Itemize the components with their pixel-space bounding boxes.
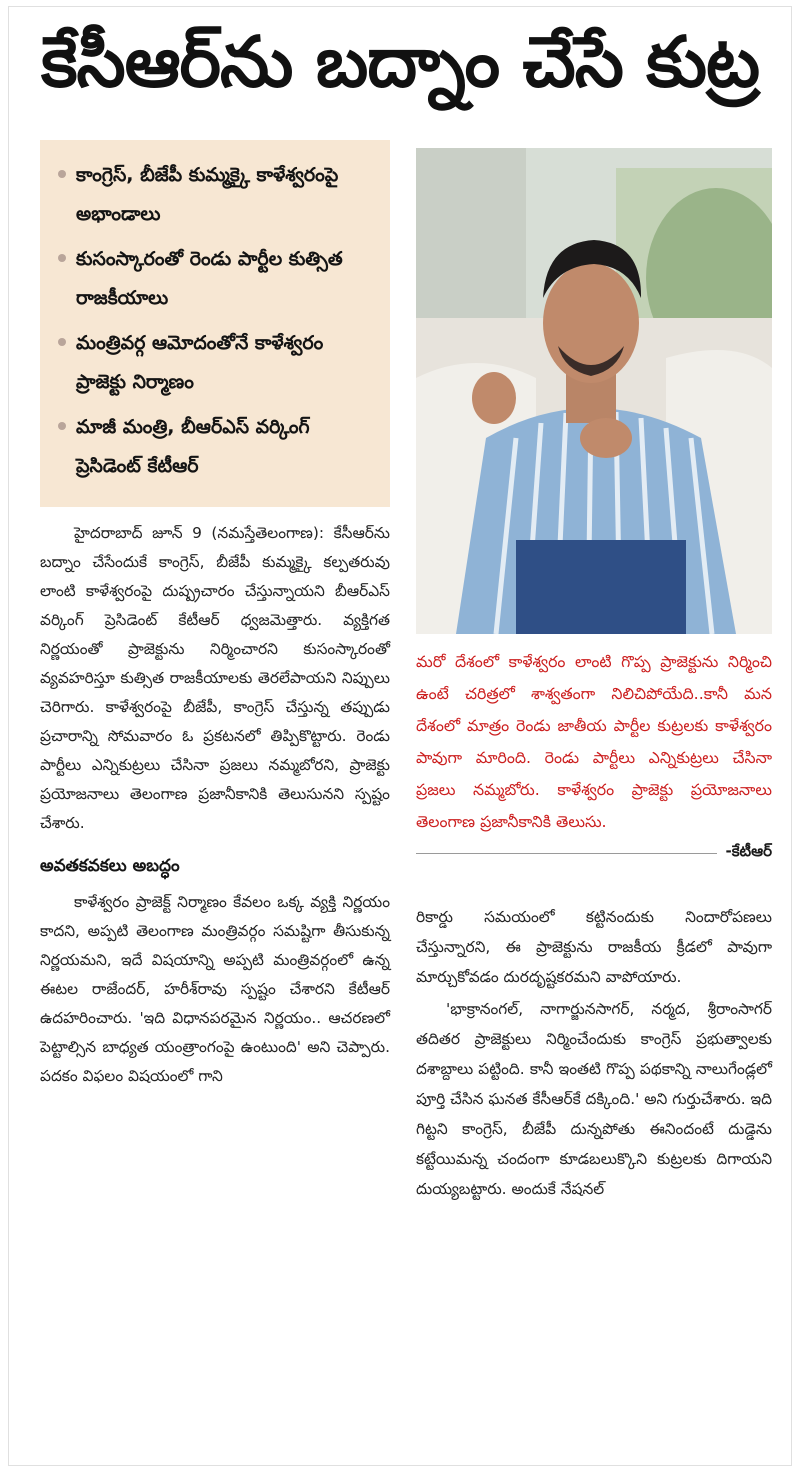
highlight-text: మాజీ మంత్రి, బీఆర్‌ఎస్‌ వర్కింగ్‌ ప్రెసిడెంట్‌ కేటీఆర్‌: [76, 416, 310, 477]
divider-line: [416, 853, 717, 854]
article-body: [40, 519, 390, 1091]
ktr-photo: [416, 148, 772, 634]
bullet-icon: [58, 338, 66, 346]
highlight-item: [58, 408, 376, 486]
highlight-text: కుసంస్కారంతో రెండు పార్టీల కుత్సిత రాజకీయాలు: [76, 248, 343, 309]
headline: కేసీఆర్‌ను బద్నాం చేసే కుట్ర: [40, 21, 760, 103]
highlight-text: మంత్రివర్గ ఆమోదంతోనే కాళేశ్వరం ప్రాజెక్టు నిర్మాణం: [76, 332, 324, 393]
highlights-box: [40, 140, 390, 507]
quote-attribution-row: [416, 842, 772, 864]
bullet-icon: [58, 254, 66, 262]
pull-quote: మరో దేశంలో కాళేశ్వరం లాంటి గొప్ప ప్రాజెక్టును నిర్మించి ఉంటే చరిత్రలో శాశ్వతంగా నిలిచిపోయేది..కానీ మన దేశంలో మాత్రం రెండు జాతీయ పార్టీల కుట్రలకు కాళేశ్వరం పావుగా మారింది. రెండు పార్టీలు ఎన్నికుట్రలు చేసినా ప్రజలు నమ్మబోరు. కాళేశ్వరం ప్రాజెక్టు ప్రయోజనాలు తెలంగాణ ప్రజానీకానికి తెలుసు.: [416, 652, 772, 831]
left-column: [40, 140, 390, 1093]
highlight-item: [58, 156, 376, 234]
article-paragraph: హైదరాబాద్‌ జూన్‌ 9 (నమస్తేతెలంగాణ): కేసీఆర్‌ను బద్నాం చేసేందుకే కాంగ్రెస్‌, బీజేపీ కుమ్మక్కై కల్పతరువు లాంటి కాళేశ్వరంపై దుష్ప్రచారం చేస్తున్నాయని బీఆర్‌ఎస్‌ వర్కింగ్‌ ప్రెసిడెంట్‌ కేటీఆర్‌ ధ్వజమెత్తారు. వ్యక్తిగత నిర్ణయంతో ప్రాజెక్టును నిర్మించారని కుసంస్కారంతో వ్యవహరిస్తూ కుత్సిత రాజకీయాలకు తెరలేపాయని నిప్పులు చెరిగారు. కాళేశ్వరంపై బీజేపీ, కాంగ్రెస్‌ చేస్తున్న తప్పుడు ప్రచారాన్ని సోమవారం ఓ ప్రకటనలో తిప్పికొట్టారు. రెండు పార్టీలు ఎన్నికుట్రలు చేసినా ప్రజలు నమ్మబోరని, ప్రాజెక్టు ప్రయోజనాలు తెలంగాణ ప్రజానీకానికి తెలుసునని స్పష్టం చేశారు.: [40, 524, 390, 832]
article-paragraph: కాళేశ్వరం ప్రాజెక్ట్‌ నిర్మాణం కేవలం ఒక్క వ్యక్తి నిర్ణయం కాదని, అప్పటి తెలంగాణ మంత్రివర్గం సమష్టిగా తీసుకున్న నిర్ణయమని, ఇదే విషయాన్ని అప్పటి మంత్రివర్గంలో ఉన్న ఈటల రాజేందర్‌, హరీశ్‌రావు స్పష్టం చేశారని కేటీఆర్‌ ఉదహరించారు. 'ఇది విధానపరమైన నిర్ణయం.. ఆచరణలో పెట్టాల్సిన బాధ్యత యంత్రాంగంపై ఉంటుంది' అని చెప్పారు. పదకం విఫలం విషయంలో గాని: [40, 893, 390, 1085]
quote-attribution: -కేటీఆర్‌: [725, 842, 772, 860]
highlight-text: కాంగ్రెస్‌, బీజేపీ కుమ్మక్కై కాళేశ్వరంపై అభాండాలు: [76, 164, 339, 225]
highlight-item: [58, 240, 376, 318]
article-paragraph: 'భాక్రానంగల్‌, నాగార్జునసాగర్‌, నర్మద, శ్రీరాంసాగర్‌ తదితర ప్రాజెక్టులు నిర్మించేందుకు కాంగ్రెస్‌ ప్రభుత్వాలకు దశాబ్దాలు పట్టింది. కానీ ఇంతటి గొప్ప పథకాన్ని నాలుగేండ్లలో పూర్తి చేసిన ఘనత కేసీఆర్‌కే దక్కింది.' అని గుర్తుచేశారు. ఇది గిట్టని కాంగ్రెస్‌, బీజేపీ దున్నపోతు ఈనిందంటే దుడ్డెను కట్టేయిమన్న చందంగా కూడబలుక్కొని కుట్రలకు దిగాయని దుయ్యబట్టారు. అందుకే నేషనల్‌: [416, 1000, 772, 1198]
right-column: [416, 148, 772, 1206]
article-body-continued: [416, 902, 772, 1204]
highlight-item: [58, 324, 376, 402]
article-paragraph: రికార్డు సమయంలో కట్టినందుకు నిందారోపణలు చేస్తున్నారని, ఈ ప్రాజెక్టును రాజకీయ క్రీడలో పావుగా మార్చుకోవడం దురదృష్టకరమని వాపోయారు.: [416, 908, 772, 986]
photo-illustration: [416, 148, 772, 634]
bullet-icon: [58, 170, 66, 178]
section-subheading: అవతకవకలు అబద్ధం: [40, 856, 180, 876]
bullet-icon: [58, 422, 66, 430]
